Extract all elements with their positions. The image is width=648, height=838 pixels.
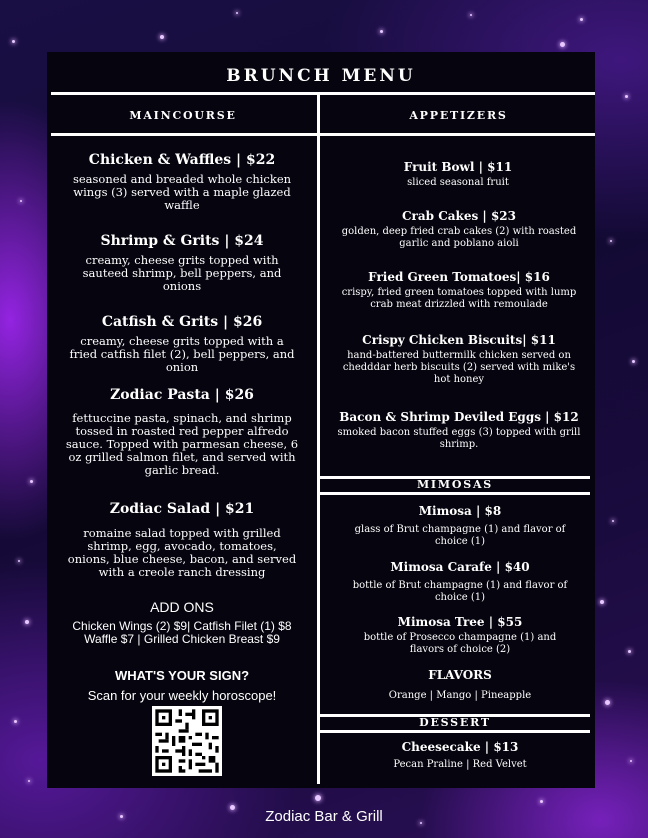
menu-item: Crab Cakes | $23 golden, deep fried crab cakes (2) with roasted garlic and poblano aioli (341, 209, 577, 249)
menu-item: Zodiac Pasta | $26 fettuccine pasta, spinach, and shrimp tossed in roasted red pepper alfredo sauce. Topped with parmesan cheese, 6 oz grilled salmon filet, and served with garlic bread. (65, 387, 299, 477)
dessert-heading: DESSERT (419, 716, 491, 729)
divider-columns-head (51, 133, 595, 136)
addons-heading: ADD ONS (150, 599, 214, 615)
flavors-heading: FLAVORS (428, 668, 492, 682)
menu-item: Zodiac Salad | $21 romaine salad topped with grilled shrimp, egg, avocado, tomatoes, onions, blue cheese, bacon, and served with a creole ranch dressing (67, 501, 297, 579)
menu-item: Mimosa Tree | $55 bottle of Prosecco champagne (1) and flavors of choice (2) (363, 615, 557, 655)
addons-text: Chicken Wings (2) $9| Catfish Filet (1) $8 Waffle $7 | Grilled Chicken Breast $9 (72, 619, 292, 646)
addons-section (67, 598, 297, 646)
flavors-text: Orange | Mango | Pineapple (388, 690, 532, 701)
qr-code-graphic (152, 706, 222, 776)
menu-item: Mimosa Carafe | $40 bottle of Brut champagne (1) and flavor of choice (1) (352, 560, 568, 603)
flavors-section (347, 668, 573, 702)
menu-item: Chicken & Waffles | $22 seasoned and breaded whole chicken wings (3) served with a maple glazed waffle (72, 152, 292, 212)
menu-item: Catfish & Grits | $26 creamy, cheese grits topped with a fried catfish filet (2), bell peppers, and onion (69, 314, 295, 374)
mimosas-heading: MIMOSAS (416, 478, 494, 491)
menu-item: Crispy Chicken Biscuits| $11 hand-battered buttermilk chicken served on chedddar herb biscuits (2) served with mike's hot honey (342, 333, 576, 385)
menu-item: Bacon & Shrimp Deviled Eggs | $12 smoked bacon stuffed eggs (3) topped with grill shrimp. (337, 410, 581, 450)
maincourse-heading: MAINCOURSE (129, 109, 237, 122)
menu-title: BRUNCH MENU (226, 66, 416, 86)
menu-item: Fruit Bowl | $11 sliced seasonal fruit (403, 160, 513, 188)
divider-vertical (317, 92, 320, 784)
appetizers-heading: APPETIZERS (409, 109, 508, 122)
footer-brand: Zodiac Bar & Grill (265, 808, 383, 825)
sign-section (57, 667, 307, 704)
sign-heading: WHAT'S YOUR SIGN? (114, 668, 250, 683)
menu-item: Mimosa | $8 glass of Brut champagne (1) and flavor of choice (1) (354, 504, 566, 547)
divider-top (51, 92, 595, 95)
menu-item: Fried Green Tomatoes| $16 crispy, fried green tomatoes topped with lump crab meat drizzled with remoulade (341, 270, 577, 310)
divider-mimosas-bottom (317, 492, 590, 495)
qr-code[interactable] (152, 706, 222, 776)
menu-item: Cheesecake | $13 Pecan Praline | Red Velvet (393, 740, 527, 770)
sign-text: Scan for your weekly horoscope! (87, 688, 277, 703)
menu-item: Shrimp & Grits | $24 creamy, cheese grits topped with sauteed shrimp, bell peppers, and onions (82, 233, 282, 293)
divider-dessert-bottom (317, 730, 590, 733)
menu-card (47, 52, 595, 788)
